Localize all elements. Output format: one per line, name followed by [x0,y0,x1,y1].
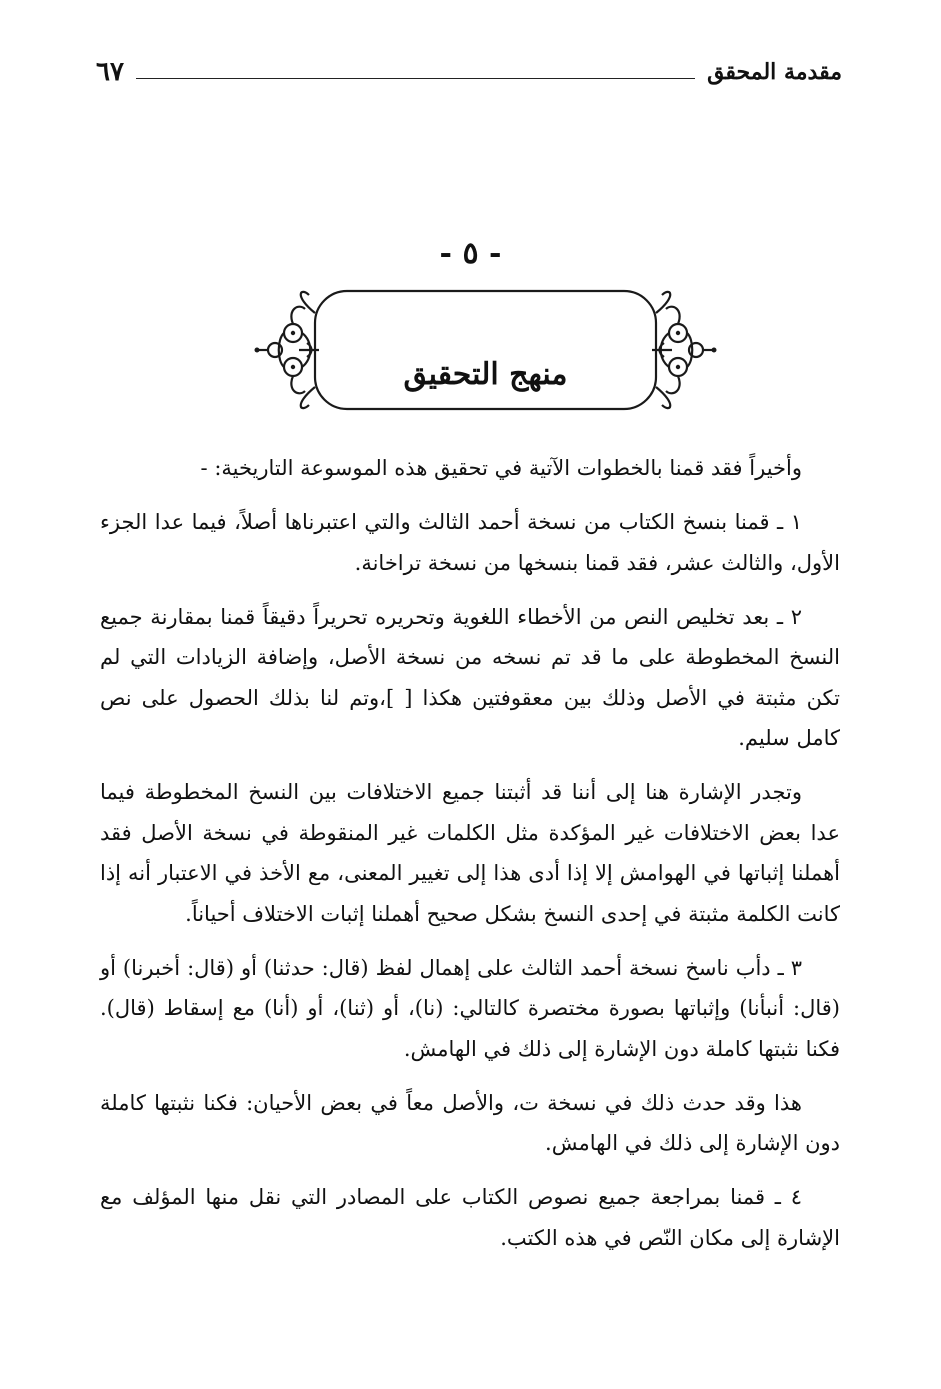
paragraph-step-1: ١ ـ قمنا بنسخ الكتاب من نسخة أحمد الثالث والتي اعتبرناها أصلاً، فيما عدا الجزء الأول، والثالث عشر، فقد قمنا بنسخها من نسخة تراخانة. [100,510,840,575]
running-header [96,52,842,92]
section-number: - ٥ - [439,236,502,271]
paragraph-step-3: ٣ ـ دأب ناسخ نسخة أحمد الثالث على إهمال لفظ (قال: حدثنا) أو (قال: أخبرنا) أو (قال: أنبأنا) وإثباتها بصورة مختصرة كالتالي: (نا)، أو (ثنا)، أو (أنا) مع إسقاط (قال). فكنا نثبتها كاملة دون الإشارة إلى ذلك في الهامش. [100,955,840,1061]
section-title: منهج التحقيق [403,357,568,392]
page-number: ٦٧ [96,57,124,87]
paragraph-step-2: ٢ ـ بعد تخليص النص من الأخطاء اللغوية وتحريره تحريراً دقيقاً قمنا بمقارنة جميع النسخ المخطوطة على ما قد تم نسخه من نسخة الأصل، وإضافة الزيادات التي لم تكن مثبتة في الأصل وذلك بين معقوفتين هكذا [ ]،وتم لنا بذلك الحصول على نص كامل سليم. [100,604,840,750]
header-rule [136,78,695,79]
paragraph-note: وتجدر الإشارة هنا إلى أننا قد أثبتنا جميع الاختلافات بين النسخ المخطوطة فيما عدا بعض الاختلافات غير المؤكدة مثل الكلمات غير المنقوطة في نسخة الأصل فقد أهملنا إثباتها في الهوامش إلا إذا أدى هذا إلى تغيير المعنى، مع الأخذ في الاعتبار أنه إذا كانت الكلمة مثبتة في إحدى النسخ بشكل صحيح أهملنا إثبات الاختلاف أحياناً. [100,780,840,926]
paragraph-note-2: هذا وقد حدث ذلك في نسخة ت، والأصل معاً في بعض الأحيان: فكنا نثبتها كاملة دون الإشارة إلى ذلك في الهامش. [100,1090,840,1155]
ornamental-title-frame [253,285,718,415]
body-text [100,448,840,1272]
paragraph-intro: وأخيراً فقد قمنا بالخطوات الآتية في تحقيق هذه الموسوعة التاريخية: - [200,456,802,480]
paragraph-step-4: ٤ ـ قمنا بمراجعة جميع نصوص الكتاب على المصادر التي نقل منها المؤلف مع الإشارة إلى مكان النّص في هذه الكتب. [100,1185,840,1250]
ornament-frame-icon [253,285,718,415]
running-header-title: مقدمة المحقق [707,59,842,85]
